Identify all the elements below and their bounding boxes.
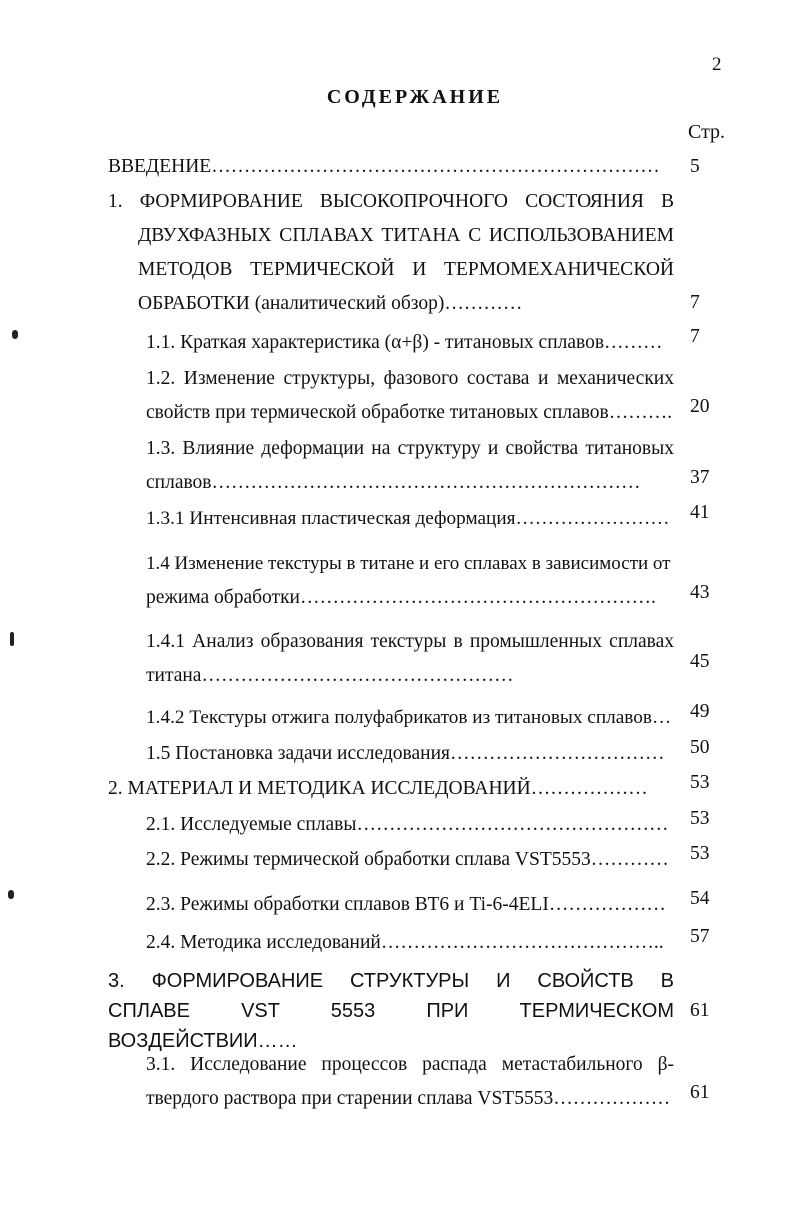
toc-page-1-4-1: 45 xyxy=(690,651,710,672)
scan-speck xyxy=(12,330,18,339)
toc-entry-1-5[interactable] xyxy=(146,737,674,771)
toc-page-1-3-1: 41 xyxy=(690,502,710,523)
toc-entry-text: 1.1. Краткая характеристика (α+β) - титановых сплавов……… xyxy=(146,332,663,353)
toc-entry-line: МЕТОДОВ ТЕРМИЧЕСКОЙ И ТЕРМОМЕХАНИЧЕСКОЙ xyxy=(138,259,674,280)
toc-page-1-1: 7 xyxy=(690,326,700,347)
toc-page-ch2: 53 xyxy=(690,772,710,793)
toc-page-1-2: 20 xyxy=(690,396,710,417)
toc-entry-1-4-2[interactable] xyxy=(146,701,676,735)
toc-entry-line: титана………………………………………… xyxy=(146,665,514,686)
toc-entry-line: режима обработки………………………………………………. xyxy=(146,587,656,608)
toc-entry-ch2[interactable] xyxy=(108,772,674,806)
toc-entry-2-3[interactable] xyxy=(146,888,674,922)
toc-entry-line: 3.1. Исследование процессов распада метастабильного β- xyxy=(146,1054,674,1075)
toc-entry-line: 3. ФОРМИРОВАНИЕ СТРУКТУРЫ И СВОЙСТВ В xyxy=(108,970,674,992)
toc-entry-1-3-1[interactable] xyxy=(146,502,674,536)
toc-entry-line: 1.4 Изменение текстуры в титане и его сплавах в зависимости от xyxy=(146,553,671,574)
toc-page-ch3: 61 xyxy=(690,1000,710,1021)
toc-page-1-4-2: 49 xyxy=(690,701,710,722)
toc-entry-1-4[interactable] xyxy=(146,547,674,615)
toc-entry-line: 1.2. Изменение структуры, фазового состава и механических xyxy=(146,368,674,389)
page-column-label: Стр. xyxy=(688,121,726,143)
toc-entry-2-4[interactable] xyxy=(146,926,674,960)
toc-entry-text: 2. МАТЕРИАЛ И МЕТОДИКА ИССЛЕДОВАНИЙ……………… xyxy=(108,778,648,799)
toc-page-2-1: 53 xyxy=(690,808,710,829)
toc-entry-2-1[interactable] xyxy=(146,808,674,842)
toc-entry-line: 1.4.1 Анализ образования текстуры в промышленных сплавах xyxy=(146,631,674,652)
toc-entry-ch1[interactable] xyxy=(108,185,674,321)
toc-entry-ch3[interactable] xyxy=(108,966,674,1056)
toc-entry-text: 2.4. Методика исследований…………………………………….. xyxy=(146,932,664,953)
toc-page-3-1: 61 xyxy=(690,1082,710,1103)
page-title: СОДЕРЖАНИЕ xyxy=(326,86,504,108)
toc-entry-text: ВВЕДЕНИЕ…………………………………………………………… xyxy=(108,156,660,177)
toc-page-1-5: 50 xyxy=(690,737,710,758)
toc-entry-line: ДВУХФАЗНЫХ СПЛАВАХ ТИТАНА С ИСПОЛЬЗОВАНИЕМ xyxy=(138,225,674,246)
toc-entry-text: 2.2. Режимы термической обработки сплава VST5553………… xyxy=(146,849,669,870)
toc-entry-line: ОБРАБОТКИ (аналитический обзор)………… xyxy=(138,293,523,314)
toc-entry-text: 1.5 Постановка задачи исследования…………………………… xyxy=(146,743,665,764)
toc-entry-line: ВОЗДЕЙСТВИИ…… xyxy=(108,1030,298,1052)
toc-page-2-2: 53 xyxy=(690,843,710,864)
scan-speck xyxy=(8,890,14,899)
scan-speck xyxy=(10,632,14,646)
toc-entry-line: СПЛАВЕ VST 5553 ПРИ ТЕРМИЧЕСКОМ xyxy=(108,1000,674,1022)
toc-entry-text: 2.1. Исследуемые сплавы………………………………………… xyxy=(146,814,669,835)
toc-entry-1-3[interactable] xyxy=(146,432,674,500)
toc-page-1-4: 43 xyxy=(690,582,710,603)
toc-entry-text: 1.4.2 Текстуры отжига полуфабрикатов из титановых сплавов… xyxy=(146,707,672,728)
toc-entry-3-1[interactable] xyxy=(146,1048,674,1116)
toc-entry-intro[interactable] xyxy=(108,150,668,184)
toc-entry-line: 1. ФОРМИРОВАНИЕ ВЫСОКОПРОЧНОГО СОСТОЯНИЯ В xyxy=(108,191,674,212)
toc-entry-1-2[interactable] xyxy=(146,362,674,430)
toc-entry-line: сплавов………………………………………………………… xyxy=(146,472,641,493)
toc-entry-line: свойств при термической обработке титановых сплавов………. xyxy=(146,402,673,423)
toc-page-1-3: 37 xyxy=(690,467,710,488)
toc-page-2-3: 54 xyxy=(690,888,710,909)
toc-page-ch1: 7 xyxy=(690,292,700,313)
toc-entry-line: 1.3. Влияние деформации на структуру и свойства титановых xyxy=(146,438,674,459)
toc-entry-1-1[interactable] xyxy=(146,326,666,360)
toc-page-2-4: 57 xyxy=(690,926,710,947)
toc-entry-line: твердого раствора при старении сплава VST5553……………… xyxy=(146,1088,671,1109)
toc-entry-1-4-1[interactable] xyxy=(146,625,674,693)
toc-page-intro: 5 xyxy=(690,156,700,177)
toc-entry-2-2[interactable] xyxy=(146,843,674,877)
toc-entry-text: 2.3. Режимы обработки сплавов ВТ6 и Ti-6-4ELI……………… xyxy=(146,894,666,915)
toc-entry-text: 1.3.1 Интенсивная пластическая деформация…………………… xyxy=(146,508,670,529)
page-number: 2 xyxy=(712,54,722,75)
